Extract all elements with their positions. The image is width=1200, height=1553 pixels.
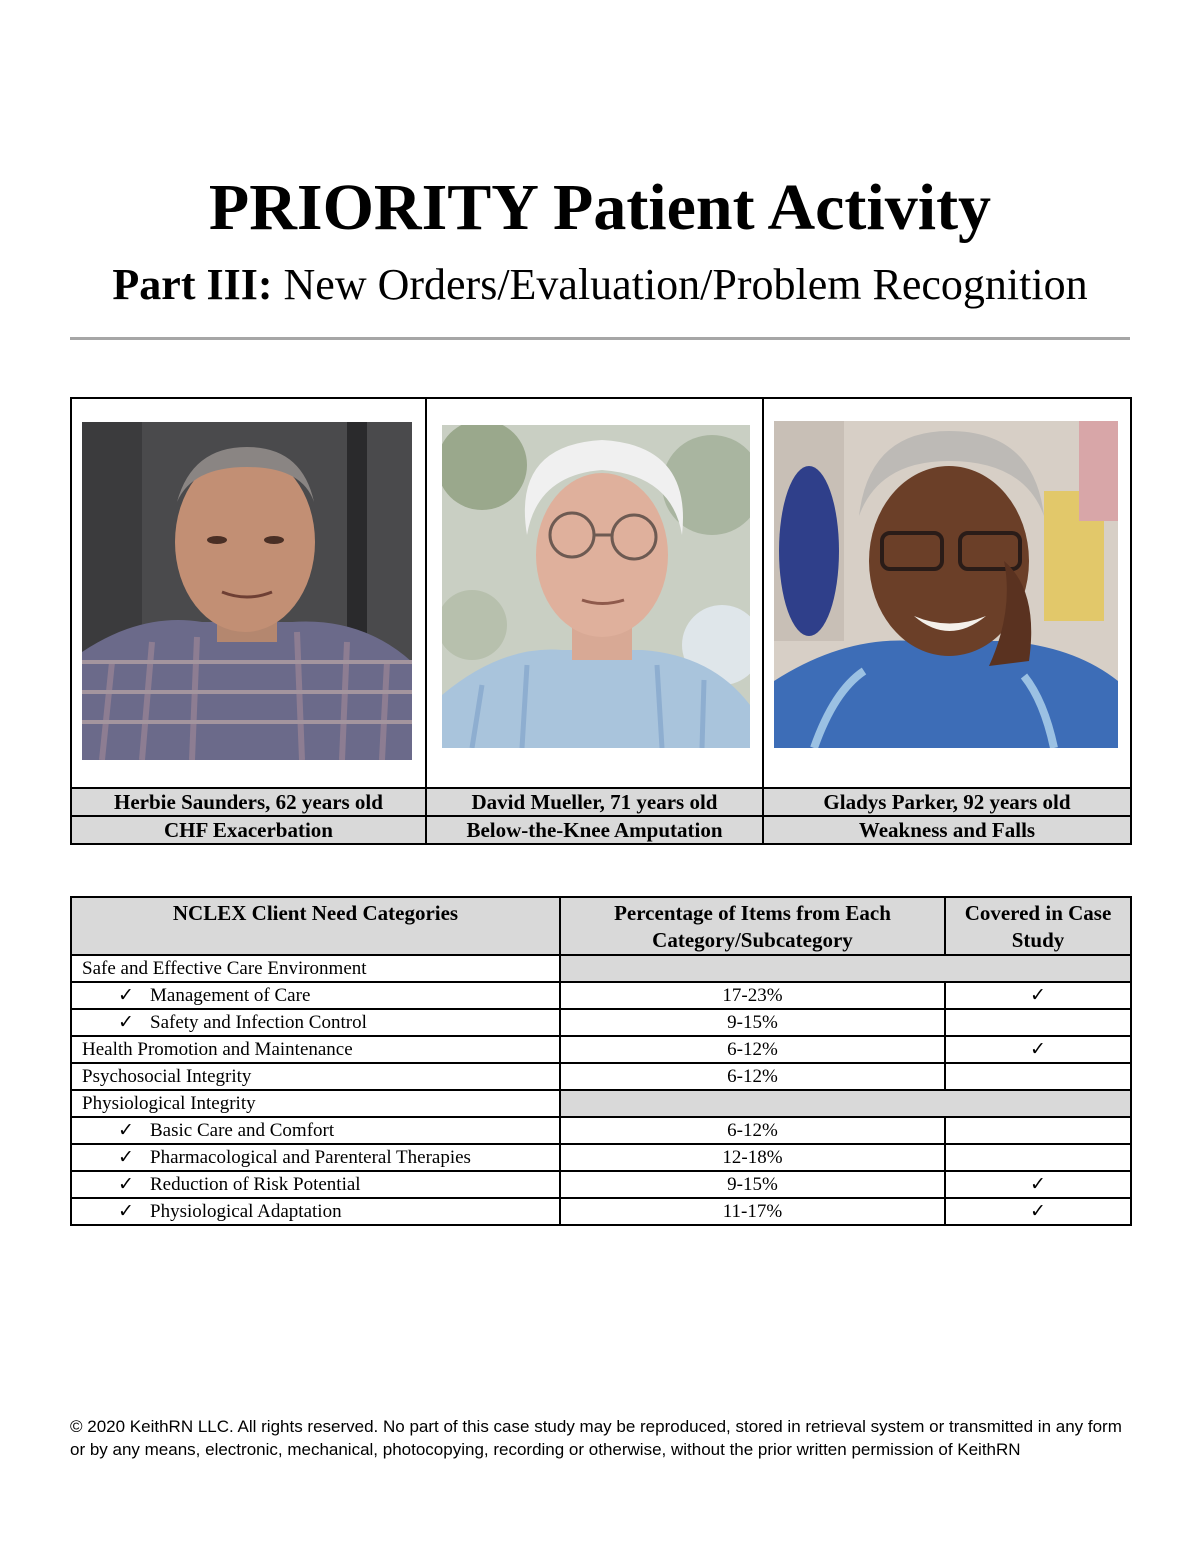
subcategory-text: Physiological Adaptation xyxy=(150,1201,342,1222)
category-shaded-cell xyxy=(560,955,1131,982)
patient-condition-1: CHF Exacerbation xyxy=(71,816,426,844)
covered-cell xyxy=(945,1063,1131,1090)
header-covered: Covered in Case Study xyxy=(945,897,1131,955)
patient-photo-gladys xyxy=(774,421,1118,748)
table-row xyxy=(71,1009,1131,1036)
header-percentage: Percentage of Items from Each Category/Subcategory xyxy=(560,897,945,955)
percentage-cell: 6-12% xyxy=(560,1117,945,1144)
percentage-cell: 9-15% xyxy=(560,1171,945,1198)
patient-name-3: Gladys Parker, 92 years old xyxy=(763,788,1131,816)
category-label: Safe and Effective Care Environment xyxy=(71,955,560,982)
patient-photo-cell-1 xyxy=(71,398,426,788)
table-row xyxy=(71,1198,1131,1225)
covered-cell: ✓ xyxy=(945,1036,1131,1063)
header-category: NCLEX Client Need Categories xyxy=(71,897,560,955)
percentage-cell: 11-17% xyxy=(560,1198,945,1225)
category-shaded-cell xyxy=(560,1090,1131,1117)
check-icon: ✓ xyxy=(118,985,134,1006)
subcategory-label xyxy=(71,1171,560,1198)
table-row xyxy=(71,982,1131,1009)
category-label: Psychosocial Integrity xyxy=(71,1063,560,1090)
nclex-header-row xyxy=(71,897,1131,955)
covered-cell xyxy=(945,1117,1131,1144)
check-icon: ✓ xyxy=(118,1012,134,1033)
patients-table xyxy=(70,397,1132,845)
subcategory-text: Reduction of Risk Potential xyxy=(150,1174,361,1195)
table-row xyxy=(71,1144,1131,1171)
covered-cell xyxy=(945,1144,1131,1171)
table-row xyxy=(71,955,1131,982)
copyright-footer: © 2020 KeithRN LLC. All rights reserved. No part of this case study may be reproduced, stored in retrieval system or transmitted in any form or by any means, electronic, mechanical, photocopying, recording or otherwise, without the prior written permission of KeithRN xyxy=(70,1417,1122,1459)
category-label: Physiological Integrity xyxy=(71,1090,560,1117)
subtitle-description: New Orders/Evaluation/Problem Recognition xyxy=(272,260,1088,309)
percentage-cell: 9-15% xyxy=(560,1009,945,1036)
percentage-cell: 6-12% xyxy=(560,1036,945,1063)
patient-condition-2: Below-the-Knee Amputation xyxy=(426,816,763,844)
category-label: Health Promotion and Maintenance xyxy=(71,1036,560,1063)
percentage-cell: 17-23% xyxy=(560,982,945,1009)
subtitle-part: Part III: xyxy=(112,260,273,309)
table-row xyxy=(71,1117,1131,1144)
table-row xyxy=(71,1171,1131,1198)
patient-name-2: David Mueller, 71 years old xyxy=(426,788,763,816)
patient-photo-herbie xyxy=(82,422,412,760)
table-row xyxy=(71,1090,1131,1117)
covered-cell: ✓ xyxy=(945,982,1131,1009)
subcategory-label xyxy=(71,1009,560,1036)
subcategory-label xyxy=(71,982,560,1009)
page-subtitle xyxy=(0,258,1200,312)
percentage-cell: 12-18% xyxy=(560,1144,945,1171)
check-icon: ✓ xyxy=(118,1120,134,1141)
subcategory-text: Management of Care xyxy=(150,985,311,1006)
covered-cell: ✓ xyxy=(945,1198,1131,1225)
subcategory-text: Safety and Infection Control xyxy=(150,1012,367,1033)
nclex-table xyxy=(70,896,1132,1226)
patient-photo-cell-3 xyxy=(763,398,1131,788)
header-divider xyxy=(70,337,1130,340)
patient-name-1: Herbie Saunders, 62 years old xyxy=(71,788,426,816)
percentage-cell: 6-12% xyxy=(560,1063,945,1090)
subcategory-text: Pharmacological and Parenteral Therapies xyxy=(150,1147,471,1168)
table-row xyxy=(71,1063,1131,1090)
check-icon: ✓ xyxy=(118,1147,134,1168)
check-icon: ✓ xyxy=(118,1201,134,1222)
subcategory-label xyxy=(71,1198,560,1225)
patient-photo-cell-2 xyxy=(426,398,763,788)
subcategory-label xyxy=(71,1144,560,1171)
check-icon: ✓ xyxy=(118,1174,134,1195)
patient-condition-3: Weakness and Falls xyxy=(763,816,1131,844)
covered-cell xyxy=(945,1009,1131,1036)
patient-photo-david xyxy=(442,425,750,748)
subcategory-label xyxy=(71,1117,560,1144)
covered-cell: ✓ xyxy=(945,1171,1131,1198)
subcategory-text: Basic Care and Comfort xyxy=(150,1120,335,1141)
page-title: PRIORITY Patient Activity xyxy=(208,171,992,244)
table-row xyxy=(71,1036,1131,1063)
